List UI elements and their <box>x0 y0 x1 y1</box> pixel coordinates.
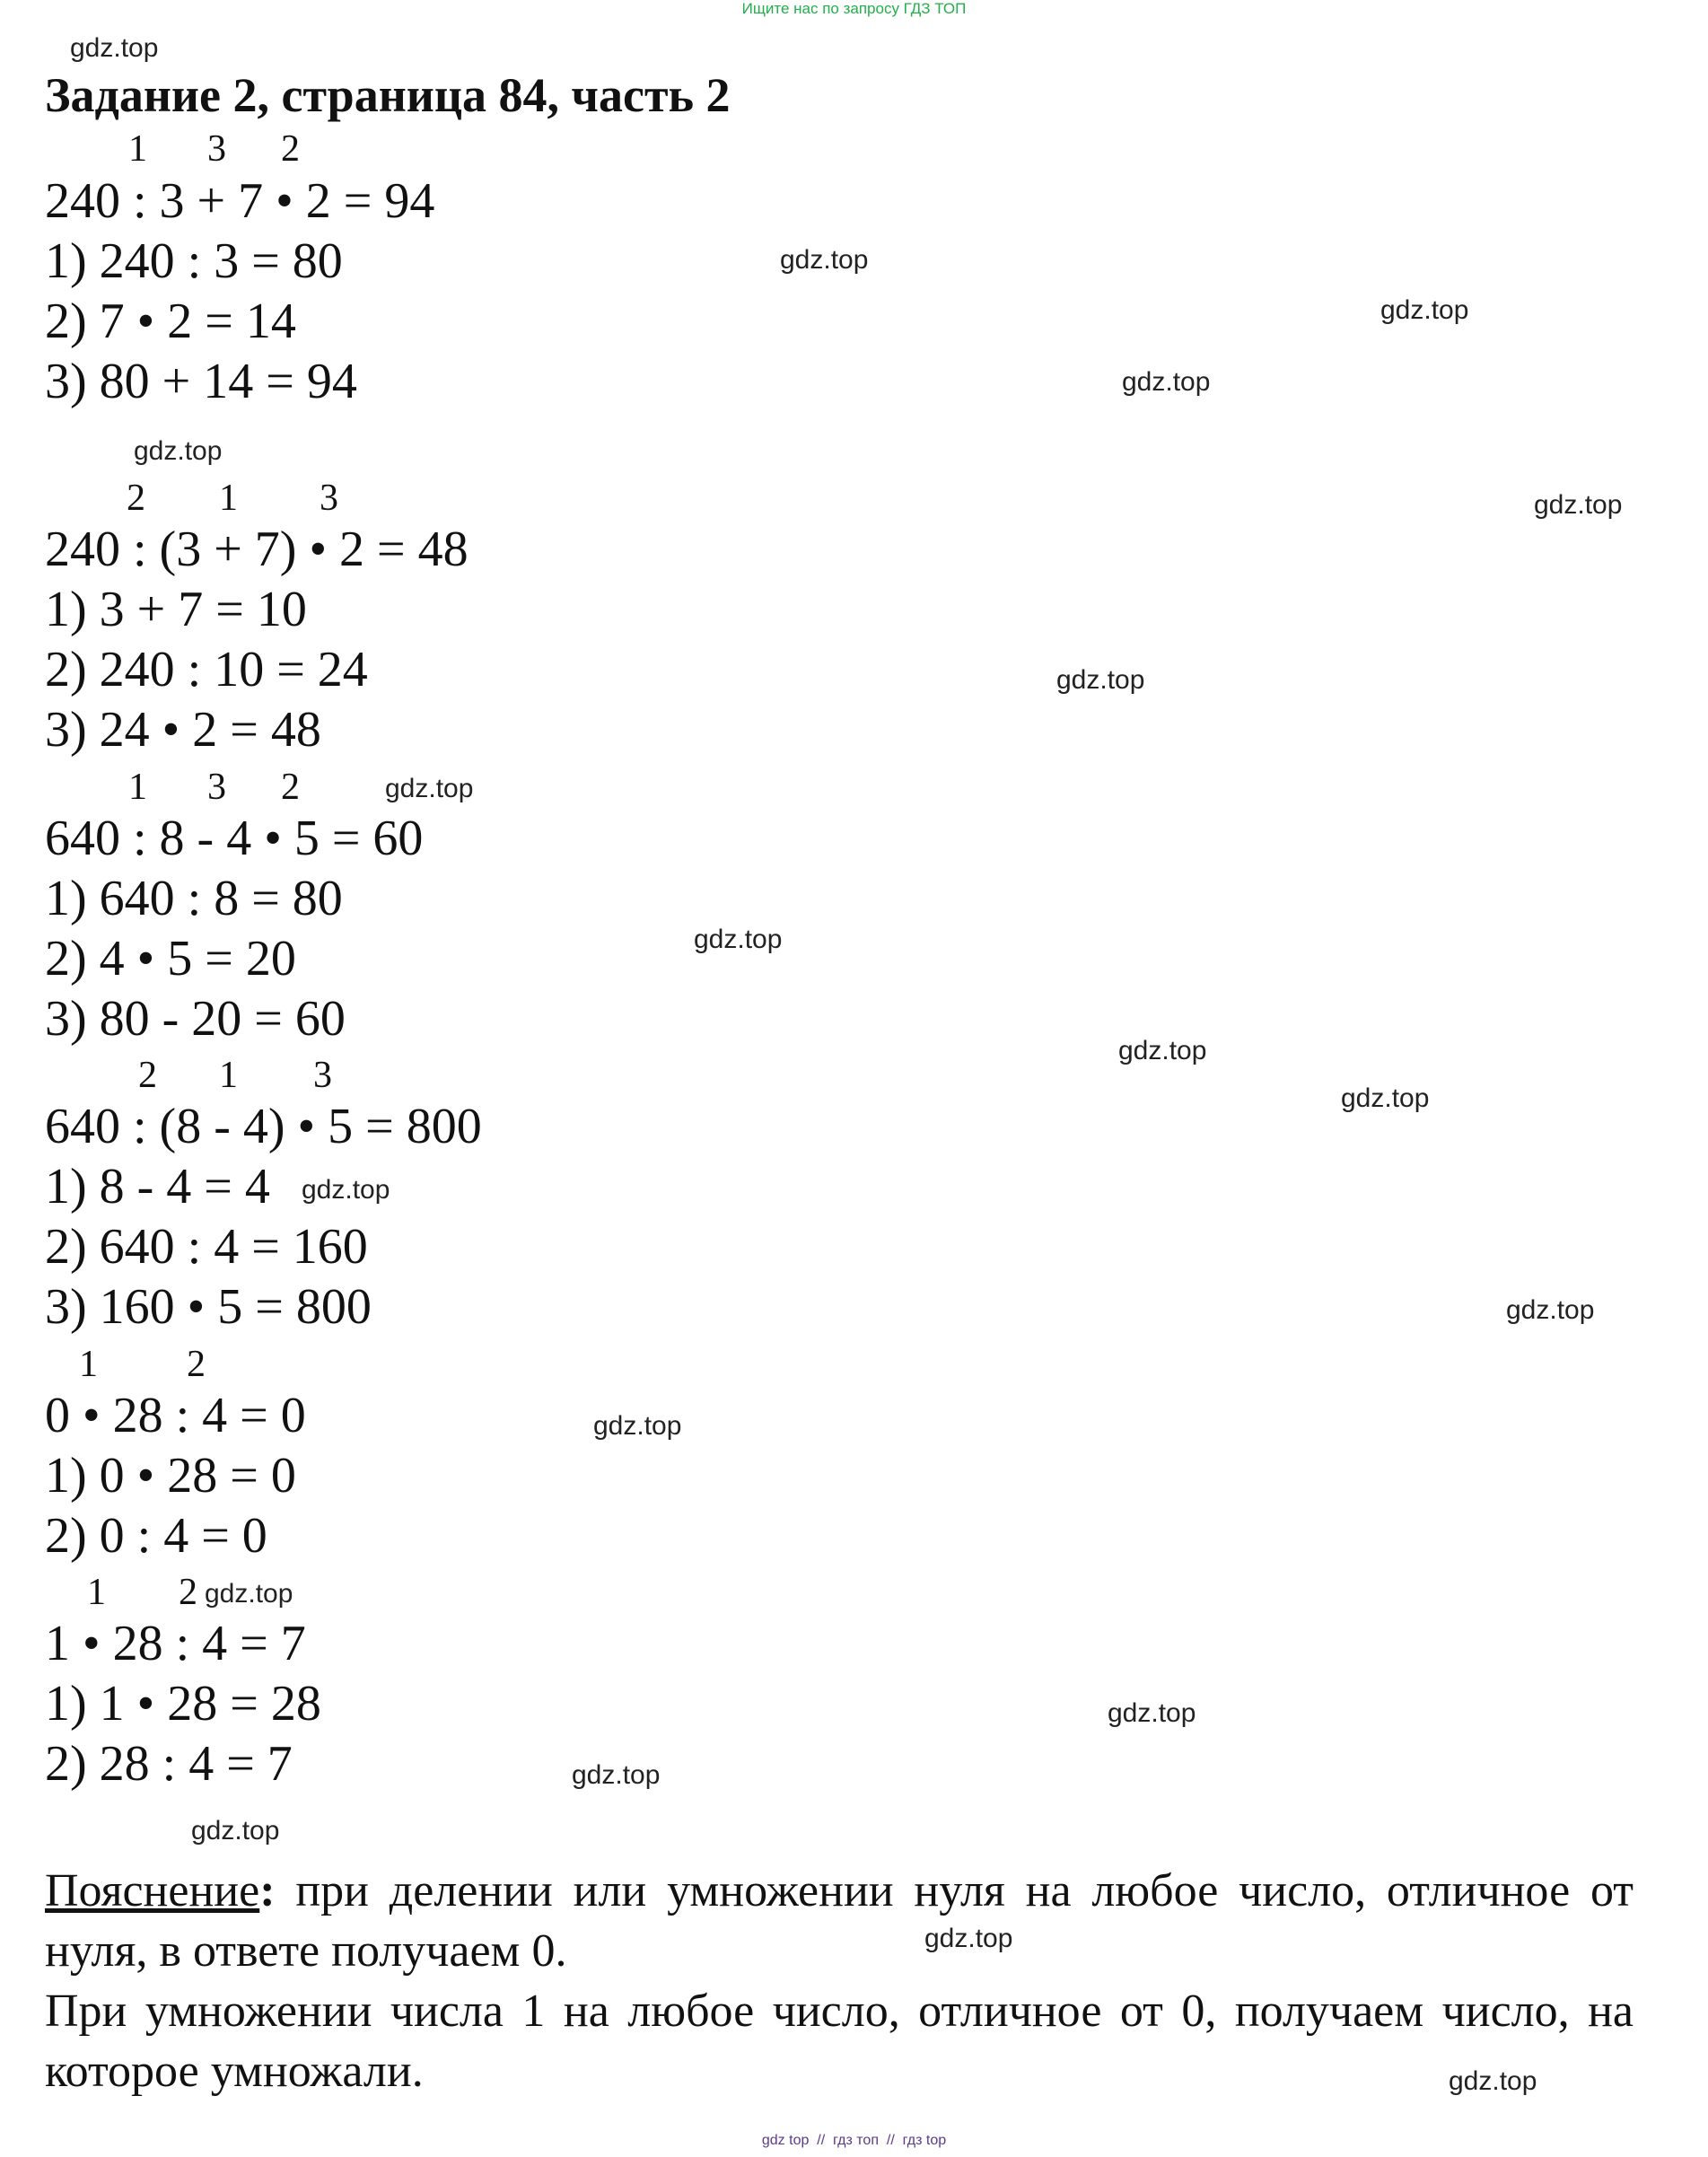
top-banner: Ищите нас по запросу ГДЗ ТОП <box>741 0 967 17</box>
solution-step: 2) 0 : 4 = 0 <box>45 1508 267 1564</box>
solution-step: 2) 4 • 5 = 20 <box>45 931 296 986</box>
operation-order-number: 3 <box>320 478 338 519</box>
watermark: gdz.top <box>70 33 159 63</box>
solution-step: 1) 0 • 28 = 0 <box>45 1448 296 1504</box>
expression: 240 : (3 + 7) • 2 = 48 <box>45 522 469 577</box>
solution-step: 3) 160 • 5 = 800 <box>45 1279 372 1335</box>
explanation-text: при делении или умножении нуля на любое число, отличное от нуля, в ответе получаем 0. <box>45 1865 1634 1977</box>
operation-order-number: 1 <box>128 767 147 808</box>
expression: 0 • 28 : 4 = 0 <box>45 1388 306 1443</box>
solution-step: 2) 28 : 4 = 7 <box>45 1736 293 1792</box>
operation-order-number: 2 <box>179 1572 197 1613</box>
solution-step: 3) 24 • 2 = 48 <box>45 702 321 758</box>
watermark: gdz.top <box>1506 1295 1595 1325</box>
operation-order-number: 2 <box>187 1344 206 1385</box>
explanation-paragraph-2: При умножении числа 1 на любое число, отличное от 0, получаем число, на которое умножали. <box>45 1986 1634 2097</box>
watermark: gdz.top <box>572 1760 661 1790</box>
watermark: gdz.top <box>1118 1036 1207 1065</box>
solution-step: 1) 3 + 7 = 10 <box>45 582 307 637</box>
solution-step: 2) 240 : 10 = 24 <box>45 642 368 697</box>
watermark: gdz.top <box>385 774 474 803</box>
expression: 1 • 28 : 4 = 7 <box>45 1616 306 1671</box>
footer-links: gdz top // гдз топ // гдз top <box>761 2133 947 2148</box>
operation-order-number: 2 <box>281 128 300 170</box>
operation-order-number: 3 <box>313 1055 332 1096</box>
operation-order-number: 1 <box>219 1055 238 1096</box>
watermark: gdz.top <box>1380 295 1469 325</box>
operation-order-number: 1 <box>79 1344 98 1385</box>
expression: 240 : 3 + 7 • 2 = 94 <box>45 173 435 229</box>
watermark: gdz.top <box>134 436 223 466</box>
solution-step: 2) 640 : 4 = 160 <box>45 1219 368 1275</box>
solution-step: 2) 7 • 2 = 14 <box>45 294 296 349</box>
solution-step: 1) 1 • 28 = 28 <box>45 1676 321 1732</box>
operation-order-number: 1 <box>128 128 147 170</box>
watermark: gdz.top <box>1122 367 1211 397</box>
solution-step: 1) 8 - 4 = 4 <box>45 1159 270 1214</box>
explanation-colon: : <box>259 1865 276 1916</box>
page-title: Задание 2, страница 84, часть 2 <box>45 68 731 122</box>
operation-order-number: 3 <box>207 128 226 170</box>
operation-order-number: 1 <box>219 478 238 519</box>
operation-order-number: 3 <box>207 767 226 808</box>
watermark: gdz.top <box>1108 1698 1196 1728</box>
watermark: gdz.top <box>302 1175 390 1205</box>
solution-step: 1) 240 : 3 = 80 <box>45 233 343 289</box>
watermark: gdz.top <box>780 245 869 275</box>
watermark: gdz.top <box>1534 490 1623 520</box>
watermark: gdz.top <box>1449 2066 1537 2096</box>
operation-order-number: 2 <box>127 478 145 519</box>
watermark: gdz.top <box>593 1411 682 1441</box>
watermark: gdz.top <box>205 1579 293 1609</box>
solution-step: 1) 640 : 8 = 80 <box>45 871 343 926</box>
watermark: gdz.top <box>1341 1083 1430 1113</box>
explanation-paragraph <box>45 1861 1634 1981</box>
watermark: gdz.top <box>694 925 783 954</box>
watermark: gdz.top <box>1056 665 1145 695</box>
operation-order-number: 2 <box>138 1055 157 1096</box>
operation-order-number: 2 <box>281 767 300 808</box>
watermark: gdz.top <box>191 1816 280 1846</box>
expression: 640 : (8 - 4) • 5 = 800 <box>45 1099 482 1154</box>
operation-order-number: 1 <box>87 1572 106 1613</box>
solution-step: 3) 80 + 14 = 94 <box>45 354 357 409</box>
watermark: gdz.top <box>924 1924 1013 1953</box>
expression: 640 : 8 - 4 • 5 = 60 <box>45 811 424 866</box>
solution-step: 3) 80 - 20 = 60 <box>45 991 346 1047</box>
explanation-label: Пояснение <box>45 1865 260 1916</box>
